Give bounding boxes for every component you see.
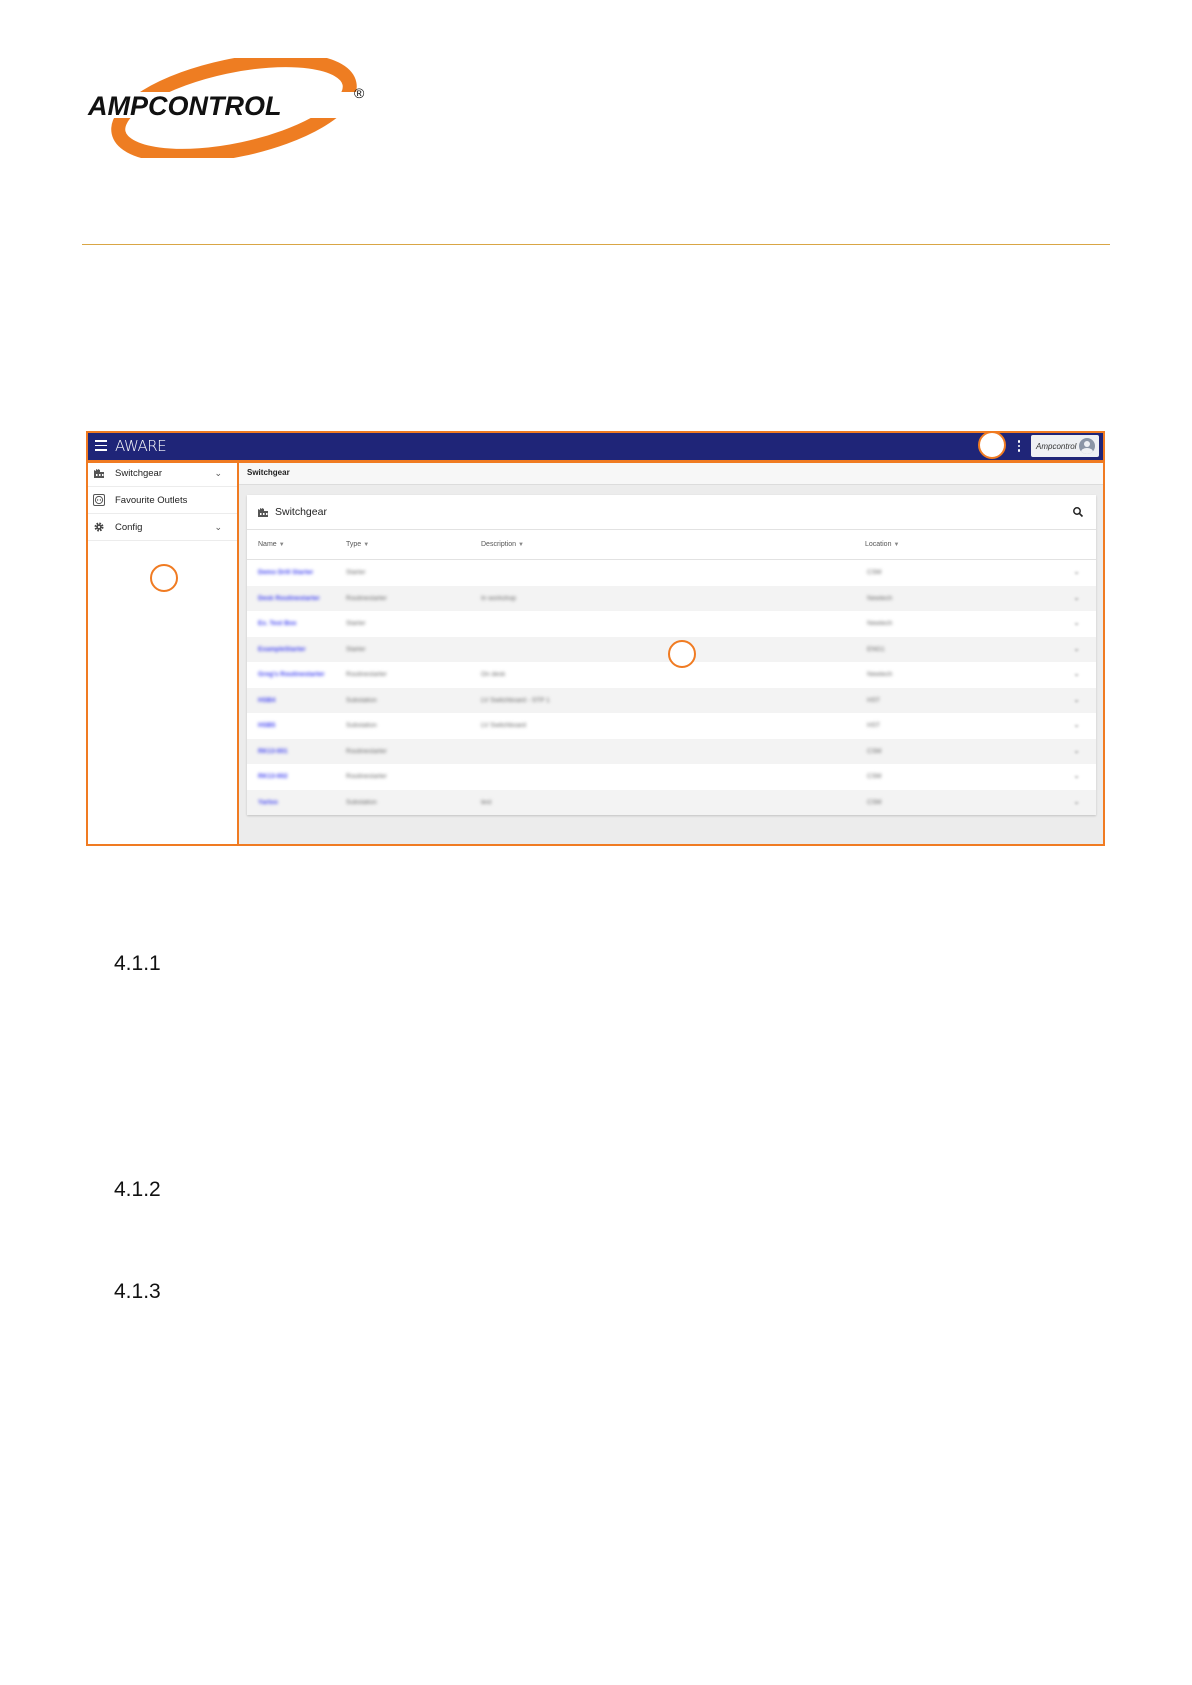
cell-name[interactable]: Ex. Test Box <box>258 620 297 627</box>
callout-marker <box>150 564 178 592</box>
cell-location: Newtech <box>867 594 893 602</box>
cell-location: Newtech <box>867 620 893 627</box>
cell-type: Substation <box>346 722 377 729</box>
cell-name[interactable]: RK13-001 <box>258 747 288 755</box>
callout-marker <box>668 640 696 668</box>
cell-type: Routinestarter <box>346 671 387 678</box>
callout-marker <box>978 431 1006 459</box>
cell-description: LV Switchboard - STP 1 <box>481 696 550 704</box>
logo-wordmark: AMPCONTROL <box>88 91 282 121</box>
sidebar-item-label: Favourite Outlets <box>115 494 188 506</box>
app-screenshot <box>87 432 1104 845</box>
cell-description: test <box>481 798 492 806</box>
cell-location: CSM <box>867 798 882 806</box>
chevron-down-icon[interactable]: ⌄ <box>214 522 222 532</box>
chevron-down-icon[interactable]: ⌄ <box>214 468 222 478</box>
cell-name[interactable]: ExampleStarter <box>258 645 306 653</box>
cell-location: Newtech <box>867 671 893 678</box>
cell-description: On desk <box>481 671 506 678</box>
sort-icon: ▼ <box>363 542 370 548</box>
cell-location: ENG1 <box>867 645 885 653</box>
cell-location: CSM <box>867 773 882 780</box>
cell-location: HST <box>867 722 880 729</box>
app-brand: AWARE <box>115 437 167 455</box>
breadcrumb: Switchgear <box>239 460 1104 485</box>
cell-name[interactable]: Demo Drill Starter <box>258 569 314 576</box>
cell-name[interactable]: HSB5 <box>258 722 276 729</box>
cell-type: Starter <box>346 620 366 627</box>
cell-type: Routinestarter <box>346 747 387 755</box>
column-header-type[interactable]: Type ▼ <box>346 541 370 548</box>
cell-type: Routinestarter <box>346 594 387 602</box>
cell-type: Routinestarter <box>346 773 387 780</box>
cell-type: Starter <box>346 569 366 576</box>
row-expand-icon[interactable]: ⌄ <box>1073 771 1080 780</box>
section-number: 4.1.1 <box>114 952 161 975</box>
row-expand-icon[interactable]: ⌄ <box>1073 694 1080 704</box>
cell-name[interactable]: Yarloo <box>258 798 278 806</box>
row-expand-icon[interactable]: ⌄ <box>1073 618 1080 627</box>
header-divider <box>82 244 1110 245</box>
column-header-location[interactable]: Location ▼ <box>865 541 900 548</box>
sort-icon: ▼ <box>893 542 900 548</box>
cell-name[interactable]: HSB4 <box>258 696 276 704</box>
cell-name[interactable]: Desk Routinestarter <box>258 594 320 602</box>
highlight-appbar <box>86 431 1105 463</box>
column-header-description[interactable]: Description ▼ <box>481 541 524 548</box>
cell-type: Substation <box>346 798 377 806</box>
sidebar-item-label: Config <box>115 521 143 533</box>
row-expand-icon[interactable]: ⌄ <box>1073 567 1080 576</box>
user-name: Ampcontrol <box>1036 441 1077 451</box>
section-number: 4.1.3 <box>114 1280 161 1303</box>
cell-location: CSM <box>867 569 882 576</box>
cell-location: HST <box>867 696 880 704</box>
card-title: Switchgear <box>275 506 327 518</box>
cell-type: Starter <box>346 645 366 653</box>
sidebar-item-label: Switchgear <box>115 467 162 479</box>
registered-mark: ® <box>354 85 365 101</box>
highlight-sidebar <box>86 460 239 846</box>
row-expand-icon[interactable]: ⌄ <box>1073 720 1080 729</box>
sort-icon: ▼ <box>278 542 285 548</box>
cell-name[interactable]: RK13-002 <box>258 773 288 780</box>
row-expand-icon[interactable]: ⌄ <box>1073 643 1080 653</box>
cell-name[interactable]: Greg's Routinestarter <box>258 671 325 678</box>
cell-description: In workshop <box>481 594 517 602</box>
row-expand-icon[interactable]: ⌄ <box>1073 745 1080 755</box>
ampcontrol-logo <box>84 58 384 158</box>
column-header-name[interactable]: Name ▼ <box>258 541 285 548</box>
row-expand-icon[interactable]: ⌄ <box>1073 669 1080 678</box>
row-expand-icon[interactable]: ⌄ <box>1073 796 1080 806</box>
section-number: 4.1.2 <box>114 1178 161 1201</box>
cell-description: LV Switchboard <box>481 722 527 729</box>
sort-icon: ▼ <box>518 542 524 548</box>
ampcontrol-logo-mark <box>84 58 384 158</box>
cell-type: Substation <box>346 696 377 704</box>
row-expand-icon[interactable]: ⌄ <box>1073 592 1080 602</box>
cell-location: CSM <box>867 747 882 755</box>
